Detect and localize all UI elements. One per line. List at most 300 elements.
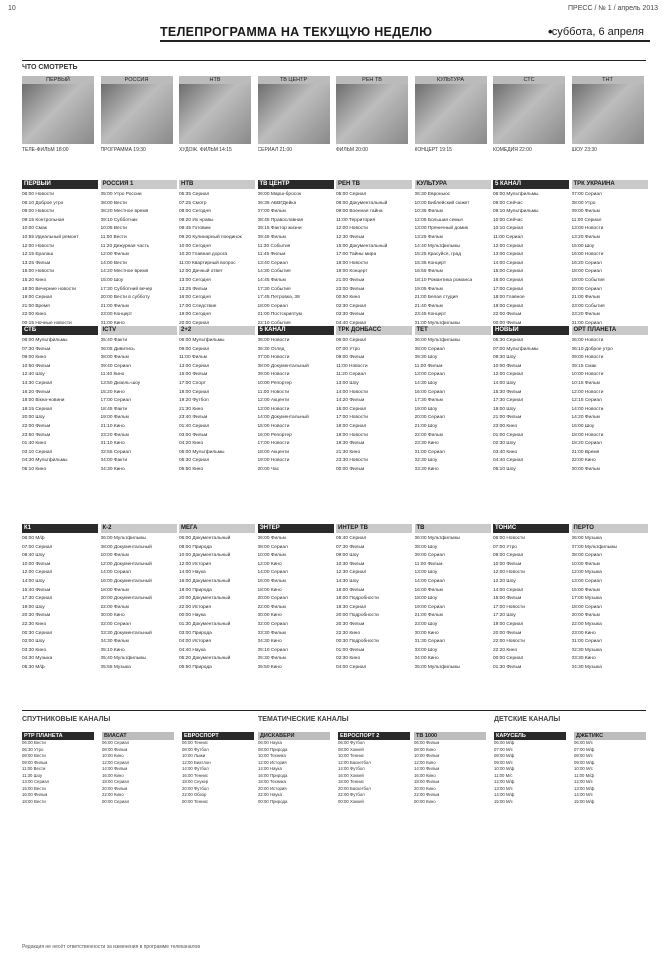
channel-column bbox=[493, 326, 569, 475]
program-line: 06:00 Фильм bbox=[257, 536, 286, 541]
block-program-line: 06:00 Теннис bbox=[182, 740, 209, 745]
photo-image bbox=[572, 84, 644, 144]
program-line: 14:00 Наука bbox=[179, 570, 206, 576]
block-program-line: 16:00 Природа bbox=[258, 772, 288, 778]
program-line: 10:15 Фильм bbox=[571, 380, 600, 386]
thematic-section bbox=[258, 716, 486, 728]
program-line: 06:10 Доброе утро bbox=[571, 346, 613, 352]
program-line: 00:15 Ночные новости bbox=[22, 320, 72, 326]
program-line: 01:40 Кино bbox=[22, 441, 47, 447]
block-program-line: 18:00 Сериал bbox=[102, 779, 130, 784]
program-line: 23:20 Фильм bbox=[100, 432, 129, 438]
program-line: 11:30 События bbox=[257, 243, 291, 249]
program-line: 05:30 Фильм bbox=[257, 656, 286, 662]
program-line: 16:00 Репортер bbox=[257, 432, 292, 438]
program-line: 02:30 Шоу bbox=[493, 441, 516, 447]
program-line: 21:30 Кино bbox=[336, 449, 361, 455]
block-channel-name: ЕВРОСПОРТ bbox=[182, 732, 254, 740]
program-line: 21:00 Время bbox=[571, 449, 600, 455]
program-line: 21:30 Кино bbox=[179, 406, 204, 412]
photo-image bbox=[336, 84, 408, 144]
program-line: 18:00 Сериал bbox=[571, 604, 602, 610]
program-line: 14:00 Новости bbox=[336, 389, 368, 395]
program-line: 08:00 Сегодня bbox=[179, 209, 211, 215]
block-program-line: 14:00 М/с bbox=[574, 792, 593, 797]
program-line: 09:00 Шоу bbox=[336, 553, 359, 559]
program-line: 06:00 Мультфильмы bbox=[493, 192, 539, 197]
divider bbox=[22, 60, 646, 61]
program-line: 06:00 Документальный bbox=[179, 536, 231, 541]
channel-name: ТВ ЦЕНТР bbox=[258, 180, 334, 189]
program-line: 08:00 Документальный bbox=[257, 363, 309, 369]
program-line: 07:00 Утро bbox=[493, 544, 517, 550]
page-date: суббота, 6 апреля bbox=[551, 26, 644, 38]
program-line: 16:00 Документальный bbox=[100, 578, 152, 584]
block-program-line: 09:00 Фильм bbox=[22, 759, 48, 765]
program-line: 01:10 Кино bbox=[100, 441, 125, 447]
channel-column bbox=[179, 524, 255, 673]
program-line: 21:00 Белая студия bbox=[414, 295, 458, 301]
channel-block bbox=[22, 732, 94, 805]
program-line: 06:00 Сериал bbox=[336, 338, 367, 343]
photo-caption: ТЕЛЕ-ФИЛЬМ 18:00 bbox=[22, 147, 69, 153]
program-line: 15:00 Шоу bbox=[100, 277, 124, 283]
block-program-line: 11:00 Вести bbox=[22, 766, 46, 771]
program-line: 06:00 Мультфильмы bbox=[414, 536, 460, 541]
program-line: 16:00 Сериал bbox=[336, 406, 367, 412]
program-line: 09:00 Фильм bbox=[336, 355, 365, 361]
program-line: 22:30 Кино bbox=[336, 630, 361, 636]
program-line: 14:00 Сериал bbox=[257, 570, 288, 576]
program-line: 09:15 Фактор жизни bbox=[257, 226, 302, 232]
program-line: 23:30 Новости bbox=[336, 458, 368, 464]
program-line: 05:00 Мультфильмы bbox=[414, 664, 460, 670]
program-list bbox=[493, 533, 569, 673]
program-line: 20:00 Фильм bbox=[571, 613, 600, 619]
block-program-line: 11:00 М/с bbox=[494, 772, 513, 778]
program-list bbox=[493, 335, 569, 475]
channel-column bbox=[258, 524, 334, 673]
program-line: 06:00 Новости bbox=[257, 338, 290, 343]
program-line: 09:00 Сериал bbox=[179, 346, 210, 352]
program-line: 16:55 Фильм bbox=[414, 269, 443, 275]
program-list bbox=[493, 189, 569, 329]
program-list bbox=[258, 189, 334, 329]
program-line: 10:00 Репортер bbox=[257, 380, 292, 386]
channel-block bbox=[182, 732, 254, 805]
program-line: 12:00 Фильм bbox=[100, 252, 129, 258]
program-line: 00:00 Фильм bbox=[493, 320, 522, 326]
divider bbox=[22, 710, 646, 711]
program-line: 20:00 Фильм bbox=[493, 630, 522, 636]
channel-column bbox=[22, 326, 98, 475]
photo-channel: ПЕРВЫЙ bbox=[22, 76, 94, 84]
program-line: 16:00 Фильм bbox=[414, 587, 443, 593]
block-program-line: 18:00 Фильм bbox=[414, 779, 440, 784]
program-line: 18:00 Вечерние новости bbox=[22, 286, 76, 292]
program-line: 12:00 Музыка bbox=[571, 570, 602, 576]
program-line: 06:00 Новости bbox=[493, 536, 525, 541]
block-program-line: 22:00 Обзор bbox=[182, 792, 207, 797]
program-line: 23:40 Фильм bbox=[179, 415, 208, 421]
program-line: 01:00 Кино bbox=[100, 320, 125, 326]
channel-name: 5 КАНАЛ bbox=[258, 326, 334, 335]
program-line: 21:00 Фильм bbox=[493, 415, 522, 421]
program-line: 04:30 Музыка bbox=[22, 656, 53, 662]
block-program-line: 18:00 Техника bbox=[258, 779, 286, 784]
channel-name: ТОНИС bbox=[493, 524, 569, 533]
program-line: 06:00 М/ф bbox=[22, 536, 45, 541]
program-line: 09:40 Сериал bbox=[100, 363, 131, 369]
program-list bbox=[101, 533, 177, 673]
program-line: 05:55 Музыка bbox=[100, 664, 131, 670]
program-line: 08:00 Фильм bbox=[100, 355, 129, 361]
program-line: 09:00 Сериал bbox=[493, 553, 524, 559]
program-line: 12:00 Новости bbox=[22, 243, 54, 249]
channel-name: РОССИЯ 1 bbox=[101, 180, 177, 189]
program-line: 19:00 Сериал bbox=[493, 303, 524, 309]
channel-name: ICTV bbox=[101, 326, 177, 335]
program-line: 18:00 Сериал bbox=[571, 269, 602, 275]
channel-column bbox=[415, 180, 491, 329]
program-line: 00:00 Наука bbox=[179, 613, 206, 619]
program-line: 09:20 Кулинарный поединок bbox=[179, 234, 242, 240]
program-line: 14:30 События bbox=[257, 269, 291, 275]
program-line: 08:00 Вести bbox=[100, 200, 127, 206]
photo-channel: ТВ ЦЕНТР bbox=[258, 76, 330, 84]
program-line: 10:00 Фильм bbox=[22, 561, 51, 567]
program-line: 12:00 Документальный bbox=[100, 561, 152, 567]
program-line: 23:00 Концерт bbox=[100, 312, 133, 318]
channel-column bbox=[179, 180, 255, 329]
program-line: 08:00 Сериал bbox=[571, 553, 602, 559]
photo-image bbox=[493, 84, 565, 144]
program-list bbox=[179, 335, 255, 475]
program-line: 20:00 Шоу bbox=[22, 415, 45, 421]
channel-block bbox=[338, 732, 410, 805]
block-program-line: 12:00 Баскетбол bbox=[338, 759, 371, 765]
program-line: 20:00 Подробности bbox=[336, 613, 379, 619]
program-line: 00:50 Кино bbox=[336, 295, 361, 301]
program-line: 04:00 История bbox=[179, 639, 211, 645]
page-header bbox=[8, 2, 658, 18]
program-line: 07:00 Мультфильмы bbox=[571, 544, 617, 550]
program-line: 14:00 Документальный bbox=[257, 415, 309, 421]
program-line: 23:20 Фильм bbox=[571, 312, 600, 318]
program-line: 19:00 Концерт bbox=[336, 269, 368, 275]
channel-column bbox=[493, 524, 569, 673]
channel-column bbox=[258, 326, 334, 475]
block-program-line: 08:00 Футбол bbox=[182, 746, 209, 752]
program-line: 05:30 М/ф bbox=[22, 664, 45, 670]
program-line: 07:00 Мультфильмы bbox=[493, 346, 539, 352]
program-line: 05:40 Факти bbox=[100, 338, 128, 343]
program-line: 00:30 Подробности bbox=[336, 639, 379, 645]
program-line: 09:00 Сейчас bbox=[493, 200, 523, 206]
program-list bbox=[179, 189, 255, 329]
program-line: 04:30 Мультфильмы bbox=[22, 458, 68, 464]
program-line: 07:00 Фильм bbox=[257, 209, 286, 215]
block-program-line: 06:00 Наука bbox=[258, 740, 282, 745]
program-line: 06:00 Мультфильмы bbox=[179, 338, 225, 343]
program-line: 10:05 Вести bbox=[100, 226, 127, 232]
program-line: 15:25 Красуйся, град bbox=[414, 252, 461, 258]
block-program-line: 12:00 М/ф bbox=[494, 779, 515, 784]
channel-name: К1 bbox=[22, 524, 98, 533]
photo-caption: КОМЕДИЯ 22:00 bbox=[493, 147, 532, 153]
program-line: 23:00 Шоу bbox=[414, 621, 438, 627]
channel-column bbox=[22, 180, 98, 329]
program-line: 20:00 Сериал bbox=[571, 286, 602, 292]
program-line: 04:20 Кино bbox=[179, 441, 204, 447]
program-line: 16:00 Фильм bbox=[336, 587, 365, 593]
program-line: 05:00 Сериал bbox=[336, 192, 367, 197]
photo-channel: НТВ bbox=[179, 76, 251, 84]
program-line: 17:00 Новости bbox=[336, 415, 368, 421]
program-line: 07:00 Сериал bbox=[571, 192, 602, 197]
program-line: 11:40 Кино bbox=[100, 372, 125, 378]
program-line: 13:00 Пряничный домик bbox=[414, 226, 468, 232]
block-program-line: 08:00 Природа bbox=[258, 746, 288, 752]
program-line: 16:00 Документальный bbox=[179, 578, 231, 584]
program-line: 12:00 Новости bbox=[493, 570, 525, 576]
program-line: 08:20 Их нравы bbox=[179, 217, 214, 223]
block-program-line: 09:00 М/с bbox=[494, 759, 513, 765]
program-line: 13:40 Сериал bbox=[257, 260, 288, 266]
program-line: 22:00 Фильм bbox=[493, 312, 522, 318]
program-line: 04:30 Кино bbox=[257, 639, 282, 645]
program-line: 22:00 Новости bbox=[493, 639, 525, 645]
block-program-line: 10:00 Лыжи bbox=[182, 753, 206, 758]
program-line: 22:00 История bbox=[179, 604, 211, 610]
program-line: 22:00 Кино bbox=[22, 312, 47, 318]
program-line: 00:00 Кино bbox=[414, 630, 439, 636]
program-line: 14:00 Сериал bbox=[493, 260, 524, 266]
program-line: 15:20 Кино bbox=[100, 389, 125, 395]
program-line: 22:00 Фильм bbox=[22, 423, 51, 429]
program-line: 12:00 Новости bbox=[336, 226, 368, 232]
program-line: 20:30 Фильм bbox=[22, 613, 51, 619]
program-line: 17:00 Следствие bbox=[179, 303, 217, 309]
program-line: 04:00 Факти bbox=[100, 458, 128, 464]
program-line: 13:00 Новости bbox=[571, 226, 604, 232]
program-line: 01:30 Документальный bbox=[179, 621, 231, 627]
block-program-line: 08:00 Кино bbox=[414, 746, 436, 752]
program-line: 02:30 Сериал bbox=[336, 303, 367, 309]
program-line: 18:00 Новости bbox=[336, 260, 368, 266]
block-program-line: 00:00 Хоккей bbox=[338, 798, 364, 804]
channel-column bbox=[415, 524, 491, 673]
program-line: 13:25 Фильм bbox=[22, 260, 51, 266]
program-list bbox=[258, 335, 334, 475]
channel-name: РЕН ТВ bbox=[336, 180, 412, 189]
block-program-line: 18:00 Вести bbox=[22, 798, 46, 804]
channel-column bbox=[101, 180, 177, 329]
channel-name: 5 КАНАЛ bbox=[493, 180, 569, 189]
program-line: 20:00 Сериал bbox=[179, 320, 210, 326]
program-line: 10:00 Фильм bbox=[493, 561, 522, 567]
program-line: 12:00 Дачный ответ bbox=[179, 269, 223, 275]
program-line: 04:30 Музыка bbox=[571, 664, 602, 670]
program-line: 15:20 Кино bbox=[22, 277, 47, 283]
program-line: 13:00 Сериал bbox=[179, 363, 210, 369]
block-program-line: 11:30 Шоу bbox=[22, 772, 43, 778]
block-program-line: 13:00 М/ф bbox=[574, 785, 595, 791]
photo-channel: РЕН ТВ bbox=[336, 76, 408, 84]
program-line: 05:20 Документальный bbox=[179, 656, 231, 662]
photo-card bbox=[572, 76, 644, 176]
program-line: 17:30 Сериал bbox=[22, 596, 53, 602]
program-line: 06:05 Дивитись bbox=[100, 346, 135, 352]
program-line: 19:00 Сегодня bbox=[179, 312, 211, 318]
program-line: 10:00 Смак bbox=[22, 226, 47, 232]
channel-block bbox=[494, 732, 566, 805]
program-line: 00:00 Фильм bbox=[336, 466, 365, 472]
program-line: 00:00 Сериал bbox=[493, 656, 524, 662]
program-line: 11:00 Квартирный вопрос bbox=[179, 260, 236, 266]
program-line: 08:00 Сериал bbox=[414, 346, 445, 352]
program-line: 08:00 Сериал bbox=[257, 544, 288, 550]
program-line: 02:30 Музыка bbox=[571, 647, 602, 653]
block-program-line: 13:00 Сериал bbox=[22, 779, 50, 784]
program-line: 09:45 Фильм bbox=[257, 234, 286, 240]
program-line: 03:40 Кино bbox=[493, 449, 518, 455]
block-program-line: 06:00 Фильм bbox=[414, 740, 440, 745]
block-program-line: 22:00 Футбол bbox=[338, 792, 365, 797]
program-line: 05:30 Сериал bbox=[493, 338, 524, 343]
program-line: 22:10 События bbox=[257, 320, 291, 326]
program-line: 20:00 Вести в субботу bbox=[100, 295, 150, 301]
program-line: 20:00 Документальный bbox=[179, 596, 231, 602]
program-line: 09:00 Военная тайна bbox=[336, 209, 383, 215]
program-line: 21:00 Фильм bbox=[100, 303, 129, 309]
program-line: 20:00 Документальный bbox=[100, 596, 152, 602]
program-line: 12:00 Акценти bbox=[257, 398, 290, 404]
program-line: 09:00 Новости bbox=[22, 209, 54, 215]
program-line: 15:35 Концерт bbox=[414, 260, 447, 266]
channel-name: ПЕРВЫЙ bbox=[22, 180, 98, 189]
program-line: 03:30 Кино bbox=[414, 466, 439, 472]
block-program-line: 06:00 М/с bbox=[574, 740, 593, 745]
program-line: 01:00 Сериал bbox=[571, 639, 602, 645]
channel-block bbox=[574, 732, 646, 805]
program-line: 00:00 Кино bbox=[257, 613, 282, 619]
program-line: 00:00 Кино bbox=[100, 613, 125, 619]
program-line: 15:00 Фильм bbox=[493, 596, 522, 602]
photo-image bbox=[258, 84, 330, 144]
program-list bbox=[101, 189, 177, 329]
channel-column bbox=[572, 524, 648, 673]
program-line: 13:00 Новости bbox=[257, 406, 290, 412]
block-program-line: 22:00 Наука bbox=[258, 792, 282, 797]
photo-caption: ПРОГРАММА 19:30 bbox=[100, 147, 146, 153]
program-line: 05:10 Кино bbox=[22, 466, 47, 472]
program-line: 16:20 Сериал bbox=[571, 260, 602, 266]
program-line: 16:00 Сегодня bbox=[179, 295, 211, 301]
program-line: 13:00 Сериал bbox=[493, 252, 524, 258]
program-line: 21:00 Фильм bbox=[414, 613, 443, 619]
channel-block bbox=[258, 732, 330, 805]
block-program-line: 16:00 Кино bbox=[102, 772, 124, 778]
program-line: 06:35 АБВГДейка bbox=[257, 200, 297, 206]
photo-channel: СТС bbox=[493, 76, 565, 84]
program-line: 10:00 Сейчас bbox=[493, 217, 523, 223]
program-line: 12:00 Новости bbox=[571, 389, 604, 395]
channel-name: К-2 bbox=[101, 524, 177, 533]
program-line: 18:30 Сериал bbox=[336, 604, 367, 610]
program-line: 17:00 Сериал bbox=[100, 398, 131, 404]
program-line: 01:00 Фильм bbox=[336, 647, 365, 653]
channel-name: СТБ bbox=[22, 326, 98, 335]
program-line: 19:00 Сериал bbox=[22, 295, 53, 301]
program-line: 09:15 Смак bbox=[571, 363, 597, 369]
program-line: 10:00 Фильм bbox=[257, 553, 286, 559]
program-line: 12:15 Ералаш bbox=[22, 252, 54, 258]
channel-block bbox=[414, 732, 486, 805]
program-list bbox=[415, 335, 491, 475]
program-line: 11:00 Фильм bbox=[414, 561, 443, 567]
channel-column bbox=[336, 524, 412, 673]
block-program-line: 00:00 Теннис bbox=[182, 798, 209, 804]
photo-card bbox=[179, 76, 251, 176]
program-line: 12:15 Сериал bbox=[571, 398, 602, 404]
photo-card bbox=[493, 76, 565, 176]
program-line: 00:00 Фильм bbox=[571, 466, 600, 472]
program-line: 17:20 Шоу bbox=[493, 613, 516, 619]
program-line: 14:00 Шоу bbox=[493, 380, 516, 386]
program-line: 08:45 Православная bbox=[257, 217, 304, 223]
program-line: 01:40 Сериал bbox=[179, 423, 210, 429]
block-channel-name: ЕВРОСПОРТ 2 bbox=[338, 732, 410, 740]
program-line: 17:30 События bbox=[257, 286, 291, 292]
program-line: 05:00 Утро России bbox=[100, 192, 142, 197]
block-program-line: 20:00 Кино bbox=[414, 785, 436, 791]
program-line: 23:00 Кино bbox=[571, 630, 596, 636]
block-program-line: 08:00 Хоккей bbox=[338, 746, 364, 752]
program-line: 10:10 Сериал bbox=[493, 226, 524, 232]
photos-section-label: ЧТО СМОТРЕТЬ bbox=[22, 64, 78, 71]
program-line: 15:40 Фильм bbox=[22, 587, 51, 593]
program-line: 08:45 Готовим bbox=[179, 226, 211, 232]
program-line: 01:00 Сериал bbox=[493, 432, 524, 438]
program-line: 03:30 Документальный bbox=[100, 630, 152, 636]
program-line: 10:00 Документальный bbox=[179, 553, 231, 559]
block-program-line: 08:00 Вести bbox=[22, 753, 46, 758]
program-line: 10:50 Фильм bbox=[22, 363, 51, 369]
program-line: 10:35 Фильм bbox=[414, 209, 443, 215]
channel-column bbox=[258, 180, 334, 329]
block-program-line: 12:00 Кино bbox=[414, 759, 436, 765]
block-channel-name: ВИАСАТ bbox=[102, 732, 174, 740]
program-line: 17:00 Новости bbox=[493, 604, 525, 610]
program-line: 17:00 Тайны мира bbox=[336, 252, 377, 258]
program-list bbox=[22, 335, 98, 475]
program-line: 12:40 Шоу bbox=[22, 372, 45, 378]
photo-card bbox=[258, 76, 330, 176]
program-line: 03:10 Сериал bbox=[22, 449, 53, 455]
photo-caption: ФИЛЬМ 20:00 bbox=[336, 147, 368, 153]
program-line: 22:00 Кино bbox=[571, 458, 596, 464]
page-number: 10 bbox=[8, 5, 16, 12]
photo-channel: РОССИЯ bbox=[101, 76, 173, 84]
program-list bbox=[336, 533, 412, 673]
program-line: 18:00 Кино bbox=[257, 587, 282, 593]
block-program-line: 14:00 Футбол bbox=[182, 766, 209, 771]
program-line: 06:00 Марш-бросок bbox=[257, 192, 301, 197]
program-line: 09:30 Шоу bbox=[414, 355, 438, 361]
program-line: 08:00 Природа bbox=[179, 544, 212, 550]
program-line: 17:30 Сериал bbox=[493, 398, 524, 404]
